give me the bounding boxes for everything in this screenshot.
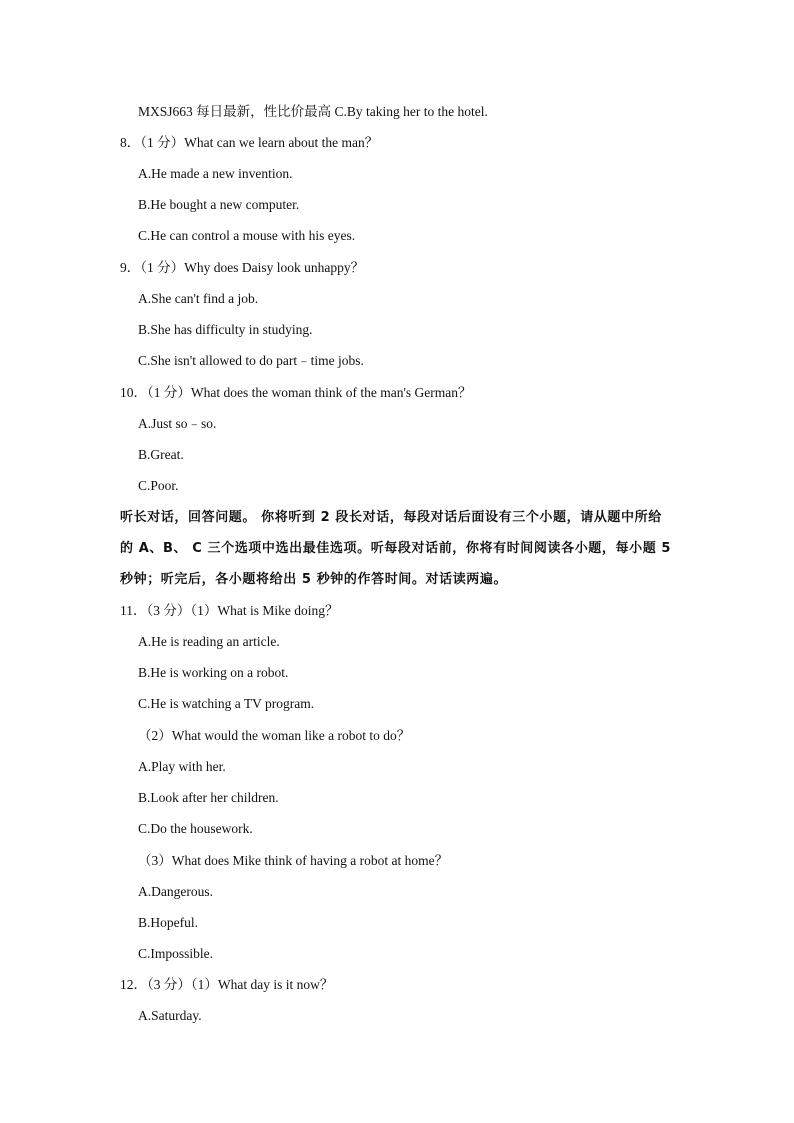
option-line: C.Do the housework. [138, 821, 253, 836]
question-10: 10．（1 分）What does the woman think of the man's German？ [120, 385, 472, 400]
question-8: 8．（1 分）What can we learn about the man？ [120, 135, 379, 150]
sub-question: （2）What would the woman like a robot to do？ [138, 728, 411, 743]
question-11: 11．（3 分）（1）What is Mike doing？ [120, 603, 339, 618]
question-9: 9．（1 分）Why does Daisy look unhappy？ [120, 260, 365, 275]
option-line: A.Play with her. [138, 759, 226, 774]
section-instructions: 的 A、B、 C 三个选项中选出最佳选项。听每段对话前，你将有时间阅读各小题，每小题 5 [120, 541, 672, 556]
option-line: C.Impossible. [138, 946, 214, 961]
section-instructions: 秒钟；听完后，各小题将给出 5 秒钟的作答时间。对话读两遍。 [120, 572, 508, 587]
option-line: A.Saturday. [138, 1008, 202, 1023]
option-line: A.Just so﹣so. [138, 416, 217, 431]
option-line: B.She has difficulty in studying. [138, 322, 313, 337]
option-line: C.Poor. [138, 478, 179, 493]
option-line: C.He can control a mouse with his eyes. [138, 228, 356, 243]
sub-question: （3）What does Mike think of having a robot at home？ [138, 853, 449, 868]
option-line: A.He is reading an article. [138, 634, 280, 649]
option-line: C.He is watching a TV program. [138, 696, 315, 711]
option-line: B.Look after her children. [138, 790, 279, 805]
question-12: 12．（3 分）（1）What day is it now？ [120, 977, 334, 992]
option-line: A.He made a new invention. [138, 166, 293, 181]
section-instructions: 听长对话，回答问题。 你将听到 2 段长对话，每段对话后面设有三个小题，请从题中所给 [120, 510, 662, 525]
option-line: B.Great. [138, 447, 184, 462]
option-line: B.He is working on a robot. [138, 665, 289, 680]
option-line: A.She can't find a job. [138, 291, 259, 306]
option-line: C.She isn't allowed to do part﹣time jobs. [138, 353, 364, 368]
option-line: A.Dangerous. [138, 884, 213, 899]
option-line: B.He bought a new computer. [138, 197, 300, 212]
option-line: MXSJ663 每日最新，性比价最高 C.By taking her to the hotel. [138, 104, 488, 119]
option-line: B.Hopeful. [138, 915, 198, 930]
